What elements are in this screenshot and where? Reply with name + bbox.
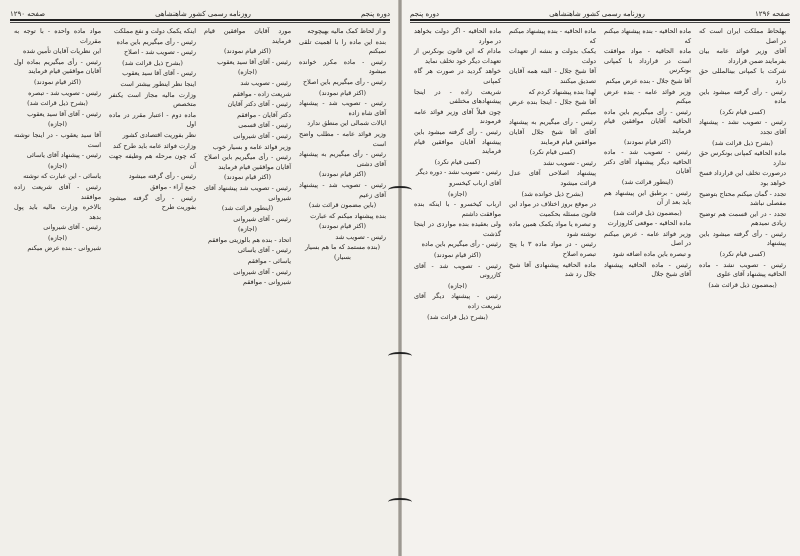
paragraph: (اجازه) (47, 233, 68, 242)
paragraph: رئیس - تصویب شد - اصلاح (124, 48, 196, 57)
paragraph: رئیس - تصویب شد (240, 78, 291, 87)
paragraph: آقا شیخ جلال - البته همه آقایان تصدیق میکنند (509, 67, 596, 85)
paragraph: رئیس - رأی میگیریم به پیشنهاد آقای آقا شیخ جلال آقایان موافقین قیام فرمایند (509, 118, 596, 146)
paragraph: (کسی قیام نکرد) (529, 148, 576, 157)
page-header (10, 6, 390, 21)
paragraph: و تبصره یا مواد یکمک همین ماده نوشته شود (509, 220, 596, 238)
paragraph: رئیس - رأی میگیریم باین ماده (116, 37, 196, 46)
newspaper-title: روزنامه رسمی کشور شاهنشاهی (549, 10, 645, 18)
newspaper-title: روزنامه رسمی کشور شاهنشاهی (155, 10, 251, 18)
paragraph: رئیس - آقای دکتر آقایان (227, 100, 291, 109)
column-2 (600, 27, 695, 547)
paragraph: (اینطور قرائت شد) (221, 204, 274, 213)
paragraph: (بشرح ذیل قرائت شد) (27, 99, 88, 108)
paragraph: پیشنهاد اصلاحی آقای عدل قرائت میشود (509, 169, 596, 187)
paragraph: رئیس - ماده الحاقیه پیشنهاد آقای شیخ جلال (604, 260, 691, 279)
paragraph: بالاخره وزارت مالیه باید پول بدهد (14, 203, 101, 221)
paragraph: وزارت مالیه مجاز است یکنفر متخصص (109, 90, 196, 109)
paragraph: دکتر آقایان - موافقم (237, 110, 291, 119)
paragraph: رئیس - برطبق این پیشنهاد هم باید بعد از آن (604, 188, 691, 207)
column-4 (410, 27, 505, 547)
column-3 (105, 27, 200, 547)
paragraph: ایالات شمالی این منطق ندارد (307, 119, 386, 128)
paragraph: آقا شیخ جلال - بنده عرض میکنم (605, 76, 691, 85)
paragraph: ولی بعقیده بنده مواردی در اینجا گذشت (414, 220, 501, 238)
paragraph: رئیس - رأی میگیریم باین ماده (421, 240, 501, 249)
paragraph: اینکه یکمک دولت و نفع مملکت (113, 27, 196, 35)
column-4 (10, 27, 105, 547)
paragraph: ماده الحاقیه - اگر دولت بخواهد در موارد (414, 27, 501, 45)
paragraph: (اجازه) (237, 68, 258, 77)
paragraph: رئیس - تصویب شد پیشنهاد آقای شیروانی (204, 183, 291, 202)
paragraph: رئیس - رأی گرفته میشود بفوریت طرح (109, 193, 196, 212)
paragraph: ماده الحاقیه کمپانی بونکرس حق ندارد (699, 149, 786, 167)
paragraph: رئیس - تصویب نشد (543, 158, 596, 167)
paragraph: رئیس - رأی میگیریم باین ماده الحاقیه آقایان موافقین قیام فرمایند (604, 107, 691, 135)
paragraph: جمع آراء - موافق (150, 182, 196, 191)
paragraph: (بشرح ذیل قرائت شد) (427, 312, 488, 321)
paragraph: اتحاد - بنده هم بالوزیتی موافقم (208, 235, 291, 244)
paragraph: آقای وزیر فوائد عامه بیان بفرمایند ضمن قرارداد (699, 47, 786, 65)
issue-label: دوره پنجم (410, 10, 440, 18)
header-rule (10, 22, 390, 23)
paragraph: رئیس - تصویب نشد - ماده الحاقیه پیشنهاد آقای علوی (699, 260, 786, 279)
paragraph: رئیس - آقای قسمی (238, 121, 291, 130)
paragraph: یاسائی - این عبارت که نوشته (23, 172, 101, 181)
paragraph: رئیس - تصویب نشد - دوره دیگر (415, 168, 501, 177)
paragraph: وزیر فوائد عامه - مطلب واضح است (299, 129, 386, 148)
column-1 (695, 27, 790, 547)
paragraph: آقای ارباب کیخسرو (449, 178, 501, 187)
paragraph: رئیس - رأی میگیریم به پیشنهاد آقای دشتی (299, 150, 386, 168)
paragraph: (اجازه) (47, 120, 68, 129)
paragraph: وزیر فوائد عامه - عرض میکنم در اصل (604, 229, 691, 248)
paragraph: رئیس - آقای شیروانی (233, 214, 291, 223)
paragraph: رئیس - آقای شیروانی (233, 267, 291, 276)
paragraph: نظر بفوریت اقتصادی کشور (122, 130, 196, 139)
page-number: صفحه ۱۲۹۶ (754, 10, 790, 18)
paragraph: شریعت زاده - در اینجا پیشنهادهای مختلفی (414, 87, 501, 106)
paragraph: مواد ماده واحده - با توجه به مقررات (14, 27, 101, 45)
paragraph: بنده این ماده را با اهمیت تلقی نمیکنم (299, 37, 386, 56)
paragraph: رئیس - تصویب نشد - پیشنهاد آقای تجدد (699, 118, 786, 136)
paragraph: رئیس - تصویب شد (335, 232, 386, 241)
paragraph: ماده الحاقیه - بنده پیشنهاد میکنم که (509, 27, 596, 45)
paragraph: رئیس - تصویب شد - ماده الحاقیه دیگر پیشنهاد آقای دکتر آقایان (604, 148, 691, 176)
paragraph: رئیس - رأی میگیریم باین اصلاح (303, 77, 386, 86)
paragraph: وزارت فوائد عامه باید طرح کند (112, 141, 196, 150)
paragraph: (اجازه) (447, 281, 468, 290)
paragraph: (باین مضمون قرائت شد) (308, 201, 377, 210)
paragraph: (بنده مستمد که ما هم بسیار بسیار) (304, 243, 381, 262)
right-page (400, 0, 800, 556)
paragraph: (اکثر قیام نمودند) (224, 173, 271, 182)
paragraph: (بشرح ذیل قرائت شد) (712, 138, 773, 147)
paragraph: رئیس - آقای شیروانی (43, 223, 101, 232)
paragraph: رئیس - رأی گرفته میشود باین پیشنهاد آقایان موافقین قیام فرمایند (414, 127, 501, 156)
paragraph: تجدد - گمان میکنم محتاج بتوضیح مفصلی نباشد (699, 189, 786, 208)
paragraph: وزیر فوائد عامه و بسیار خوب (212, 142, 291, 151)
paragraph: رئیس - آقای آقا سید یعقوب (217, 57, 291, 66)
paragraph: (بشرح ذیل خوانده شد) (521, 189, 584, 198)
paragraph: رئیس - آقای شریعت زاده موافقند (14, 182, 101, 201)
paragraph: آقا سید یعقوب - در اینجا نوشته است (14, 130, 101, 149)
paragraph: ماده الحاقیه - موقعی کاروزارت (607, 219, 691, 228)
paragraph: اینجا نظر اینطور بیشتر است (120, 79, 196, 88)
paragraph: (بمضمون ذیل قرائت شد) (613, 208, 682, 217)
paragraph: رئیس - تصویب شد - پیشنهاد آقای شاه زاده (299, 99, 386, 117)
paragraph: (بمضمون ذیل قرائت شد) (708, 280, 777, 289)
column-2 (200, 27, 295, 547)
issue-label: دوره پنجم (360, 10, 390, 18)
paragraph: رئیس - پیشنهاد آقای یاسائی (26, 151, 101, 160)
paragraph: (کسی قیام نکرد) (434, 157, 481, 166)
paragraph: رئیس - در مواد ماده ۳ با پنج تبصره اصلاح (509, 240, 597, 259)
paragraph: رئیس - ماده مکرر خوانده میشود (299, 57, 386, 76)
paragraph: مادام که این قانون بونکرس از تعهدات دیگر خود تخلف نماید (414, 47, 501, 65)
paragraph: (اکثر قیام نمودند) (319, 88, 366, 97)
paragraph: رئیس - پیشنهاد دیگر آقای شریعت زاده (414, 292, 501, 311)
paragraph: بهلحاظ مملکت ایران است که در اصل (699, 27, 786, 45)
paragraph: رئیس - آقای آقا سید یعقوب (122, 69, 196, 78)
paragraph: رئیس - آقای یاسائی (237, 246, 291, 255)
paragraph: (اکثر قیام نمودند) (34, 77, 81, 86)
paragraph: که چون مرحله هم وظیفه جهت آن (109, 152, 196, 170)
paragraph: (اکثر قیام نمودند) (319, 222, 366, 231)
paragraph: رئیس - آقای آقا سید یعقوب (27, 109, 101, 118)
header-rule (410, 22, 790, 23)
paragraph: مورد آقایان موافقین قیام فرمایند (204, 27, 291, 45)
paragraph: (اجازه) (237, 225, 258, 234)
staple-mark-icon (388, 186, 412, 194)
paragraph: وزیر فوائد عامه - بنده عرض میکنم (604, 87, 691, 106)
paragraph: ماده دوم - اعتبار مقرر در ماده اول (109, 110, 196, 129)
column-container (10, 27, 390, 547)
paragraph: یکمک بدولت و بنشه از تعهدات دولت (509, 47, 596, 65)
page-header (410, 6, 790, 21)
paragraph: رئیس - رأی گرفته میشود باین ماده (699, 87, 786, 106)
paragraph: شرکت با کمپانی بینالمللی حق دارد (699, 67, 786, 85)
paragraph: (اکثر قیام نمودند) (434, 251, 481, 260)
paragraph: (اجازه) (47, 161, 68, 170)
paragraph: بنده پیشنهاد میکنم که عبارت (310, 211, 386, 220)
paragraph: رئیس - رأی گرفته میشود باین پیشنهاد (699, 229, 786, 248)
paragraph: تجدد - در این قسمت هم توضیح زیادی نمیدهم (699, 209, 786, 228)
paragraph: رئیس - رأی میگیریم بماده اول آقایان موافقین قیام فرمایند (14, 57, 101, 76)
paragraph: رئیس - رأی میگیریم باین اصلاح آقایان موافقین قیام فرمایند (204, 153, 291, 171)
paragraph: (اکثر قیام نمودند) (224, 47, 271, 56)
paragraph: (اکثر قیام نمودند) (624, 137, 671, 146)
paragraph: رئیس - آقای شیروانی (233, 131, 291, 140)
paragraph: (اجازه) (447, 189, 468, 198)
staple-mark-icon (388, 352, 412, 360)
page-number: صفحه ۱۲۹۰ (10, 10, 46, 18)
paragraph: آقا شیخ جلال - اینجا بنده عرض میکنم (509, 98, 596, 116)
paragraph: ارباب کیخسرو - با اینکه بنده موافقت داشتم (414, 200, 501, 218)
paragraph: (اینطور قرائت شد) (621, 177, 674, 186)
paragraph: این نظریات آقایان تأمین شده (22, 47, 101, 56)
paragraph: شریعت زاده - موافقم (232, 89, 291, 98)
paragraph: خواهد گردید در صورت هر گاه کمپانی (414, 67, 501, 85)
paragraph: شیروانی - موافقم (242, 278, 291, 287)
paragraph: ماده الحاقیه - بنده پیشنهاد میکنم که (604, 27, 691, 45)
paragraph: و تبصره باین ماده اضافه شود (612, 250, 691, 259)
paragraph: (کسی قیام نکرد) (719, 107, 766, 116)
paragraph: رئیس - رأی گرفته میشود (128, 172, 196, 181)
paragraph: ماده الحاقیه پیشنهادی آقا شیخ جلال رد شد (509, 260, 596, 279)
paragraph: در موقع بروز اختلاف در مواد این قانون مسئله بحکمیت (509, 200, 596, 218)
paragraph: رئیس - تصویب شد - آقای کازرونی (414, 261, 501, 280)
paragraph: (کسی قیام نکرد) (719, 250, 766, 259)
paragraph: ماده الحاقیه - مواد موافقت است در قرارداد با کمپانی بونکرس (604, 47, 691, 75)
staple-mark-icon (388, 498, 412, 506)
paragraph: یاسائی - موافقم (247, 257, 291, 266)
column-3 (505, 27, 600, 547)
column-1 (295, 27, 390, 547)
paragraph: رئیس - تصویب شد - تبصره (28, 88, 101, 97)
paragraph: رئیس - تصویب شد - پیشنهاد آقای زعیم (299, 180, 386, 199)
paragraph: شیروانی - بنده عرض میکنم (27, 244, 101, 253)
paragraph: و از لحاظ کمک مالیه بهیچوجه (307, 27, 386, 35)
binding-gutter (398, 0, 402, 556)
column-container (410, 27, 790, 547)
paragraph: (بشرح ذیل قرائت شد) (122, 58, 183, 67)
paragraph: لهذا بنده پیشنهاد کردم که (528, 87, 596, 96)
paragraph: چون قبلاً آقای وزیر فوائد عامه فرمودند (414, 107, 501, 126)
paragraph: درصورت تخلف این قرارداد فسخ خواهد بود (699, 169, 786, 187)
paragraph: (اکثر قیام نمودند) (319, 170, 366, 179)
